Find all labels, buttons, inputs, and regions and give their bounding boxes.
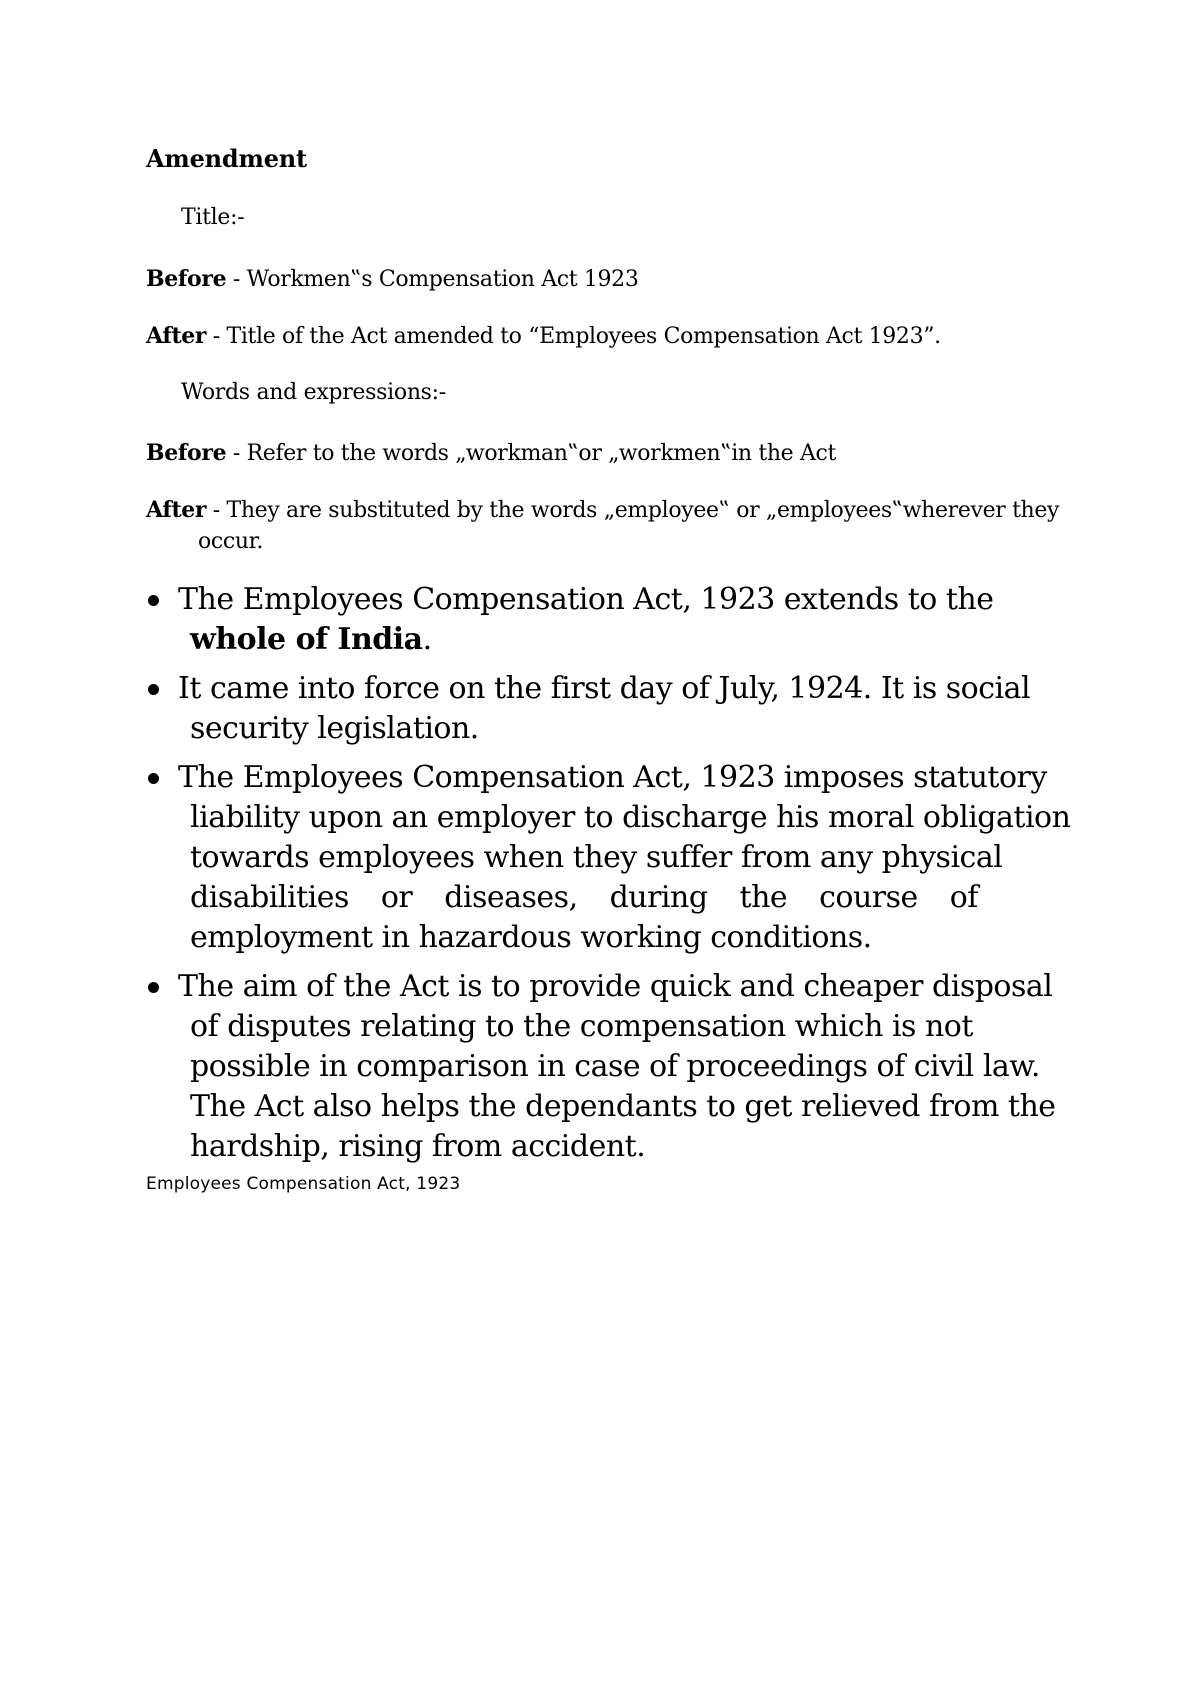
bullet-line: of disputes relating to the compensation which is not (190, 1009, 973, 1044)
page-heading: Amendment (146, 144, 307, 173)
bullet-dot-icon (148, 982, 159, 993)
list-item (146, 967, 1106, 1167)
bullet-line: security legislation. (190, 711, 479, 746)
title-after-row (146, 321, 1076, 352)
before-key: Before (146, 440, 227, 466)
word: or (380, 880, 413, 915)
page-footer: Employees Compensation Act, 1923 (146, 1174, 461, 1194)
bullet-line: The Act also helps the dependants to get relieved from the (190, 1089, 1056, 1124)
words-before-row (146, 438, 1076, 469)
word: disabilities (190, 880, 349, 915)
words-section-label: Words and expressions:- (181, 380, 446, 405)
bullet-line-justified (178, 878, 978, 918)
bullet-line: employment in hazardous working conditions. (190, 920, 872, 955)
word: the (739, 880, 788, 915)
word: diseases, (444, 880, 578, 915)
before-text: - Workmen‟s Compensation Act 1923 (226, 267, 639, 292)
bullet-line: towards employees when they suffer from any physical (190, 840, 1003, 875)
after-text-continuation: occur. (198, 529, 264, 554)
before-key: Before (146, 266, 227, 292)
after-text: - They are substituted by the words „employee‟ or „employees‟wherever they (206, 498, 1060, 523)
after-key: After (146, 323, 207, 349)
list-item (146, 758, 1106, 958)
bullet-dot-icon (148, 684, 159, 695)
bullet-dot-icon (148, 595, 159, 606)
bullet-line-tail: . (422, 622, 432, 657)
before-text: - Refer to the words „workman‟or „workmen‟in the Act (226, 441, 836, 466)
title-section-label: Title:- (181, 205, 245, 230)
list-item (146, 669, 1106, 749)
title-before-row (146, 264, 1076, 295)
emphasis-text: whole of India (190, 622, 423, 657)
bullet-line: The Employees Compensation Act, 1923 imposes statutory (178, 760, 1047, 795)
bullet-line (178, 620, 1106, 660)
after-text: - Title of the Act amended to “Employees Compensation Act 1923”. (206, 324, 941, 349)
bullet-line: hardship, rising from accident. (190, 1129, 646, 1164)
bullet-line: The aim of the Act is to provide quick and cheaper disposal (178, 969, 1053, 1004)
bullet-dot-icon (148, 773, 159, 784)
bullet-line: possible in comparison in case of proceedings of civil law. (190, 1049, 1040, 1084)
word: of (949, 880, 978, 915)
bullet-list (146, 580, 1106, 1176)
bullet-line: The Employees Compensation Act, 1923 extends to the (178, 582, 994, 617)
after-key: After (146, 497, 207, 523)
word: during (609, 880, 708, 915)
words-after-row (146, 495, 1076, 557)
bullet-line: It came into force on the first day of July, 1924. It is social (178, 671, 1031, 706)
list-item (146, 580, 1106, 660)
word: course (819, 880, 918, 915)
bullet-line: liability upon an employer to discharge his moral obligation (190, 800, 1071, 835)
